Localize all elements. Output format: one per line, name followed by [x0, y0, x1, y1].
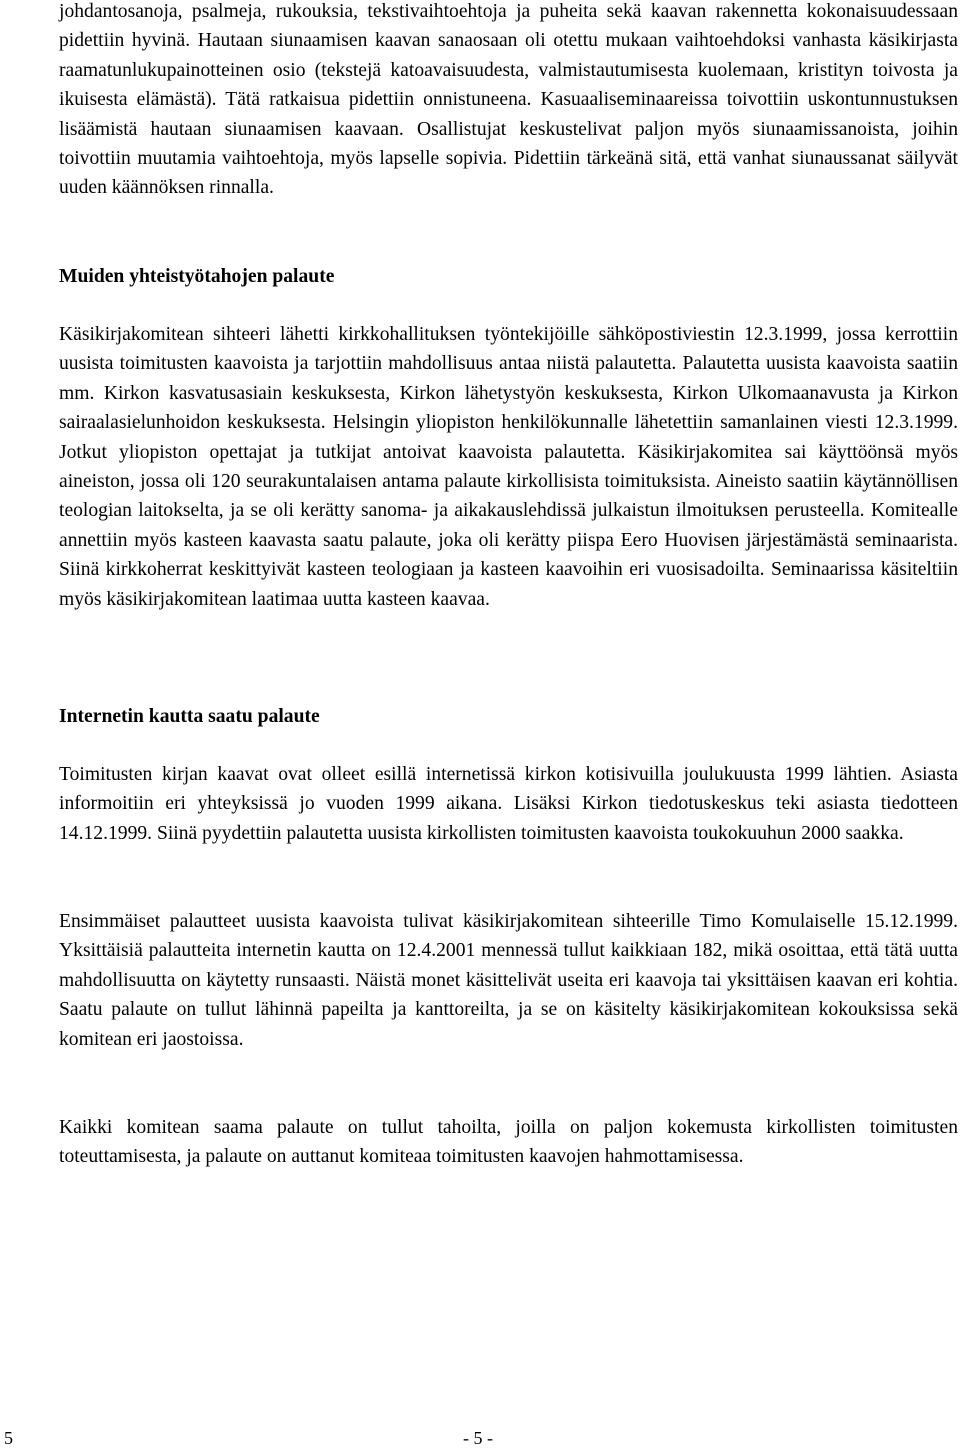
section-heading-partners: Muiden yhteistyötahojen palaute: [59, 266, 335, 287]
paragraph-partners: Käsikirjakomitean sihteeri lähetti kirkkohallituksen työntekijöille sähköpostiviestin 12.3.1999, jossa kerrottiin uusista toimitusten kaavoista ja tarjottiin mahdollisuus antaa niistä palautetta. Palautetta uusista kaavoista saatiin mm. Kirkon kasvatusasiain keskuksesta, Kirkon lähetystyön keskuksesta, Kirkon Ulkomaanavusta ja Kirkon sairaalasielunhoidon keskuksesta. Helsingin yliopiston henkilökunnalle lähetettiin samanlainen viesti 12.3.1999. Jotkut yliopiston opettajat ja tutkijat antoivat kaavoista palautetta. Käsikirjakomitea sai käyttöönsä myös aineiston, jossa oli 120 seurakuntalaisen antama palaute kirkollisista toimituksista. Aineisto saatiin käytännöllisen teologian laitokselta, ja se oli kerätty sanoma- ja aikakauslehdissä julkaistun ilmoituksen perusteella. Komitealle annettiin myös kasteen kaavasta saatu palaute, joka oli kerätty piispa Eero Huovisen järjestämästä seminaarista. Siinä kirkkoherrat keskittyivät kasteen teologiaan ja kasteen kaavoihin eri vuosisadoilta. Seminaarissa käsiteltiin myös käsikirjakomitean laatimaa uutta kasteen kaavaa.: [59, 324, 958, 610]
section-heading-internet: Internetin kautta saatu palaute: [59, 706, 320, 727]
paragraph-internet-1: Toimitusten kirjan kaavat ovat olleet esillä internetissä kirkon kotisivuilla joulukuusta 1999 lähtien. Asiasta informoitiin eri yhteyksissä jo vuoden 1999 aikana. Lisäksi Kirkon tiedotuskeskus teki asiasta tiedotteen 14.12.1999. Siinä pyydettiin palautetta uusista kirkollisten toimitusten kaavoista toukokuuhun 2000 saakka.: [59, 764, 958, 844]
paragraph-internet-2: Ensimmäiset palautteet uusista kaavoista tulivat käsikirjakomitean sihteerille Timo Komulaiselle 15.12.1999. Yksittäisiä palautteita internetin kautta on 12.4.2001 mennessä tullut kaikkiaan 182, mikä osoittaa, että tätä uutta mahdollisuutta on käytetty runsaasti. Näistä monet käsittelivät useita eri kaavoja tai yksittäisen kaavan eri kohtia. Saatu palaute on tullut lähinnä papeilta ja kanttoreilta, ja se on käsitelty käsikirjakomitean kokouksissa sekä komitean eri jaostoissa.: [59, 911, 958, 1050]
intro-paragraph: johdantosanoja, psalmeja, rukouksia, tekstivaihtoehtoja ja puheita sekä kaavan rakennetta kokonaisuudessaan pidettiin hyvinä. Hautaan siunaamisen kaavan sanaosaan oli otettu mukaan vaihtoehdoksi vanhasta käsikirjasta raamatunlukupainotteinen osio (tekstejä katoavaisuudesta, valmistautumisesta kuolemaan, kristityn toivosta ja ikuisesta elämästä). Tätä ratkaisua pidettiin onnistuneena. Kasuaaliseminaareissa toivottiin uskontunnustuksen lisäämistä hautaan siunaamisen kaavaan. Osallistujat keskustelivat paljon myös siunaamissanoista, joihin toivottiin muutamia vaihtoehtoja, myös lapselle sopivia. Pidettiin tärkeänä sitä, että vanhat siunaussanat säilyvät uuden käännöksen rinnalla.: [59, 1, 958, 199]
paragraph-internet-3: Kaikki komitean saama palaute on tullut tahoilta, joilla on paljon kokemusta kirkollisten toimitusten toteuttamisesta, ja palaute on auttanut komiteaa toimitusten kaavojen hahmottamisessa.: [59, 1117, 958, 1168]
footer-page-number: - 5 -: [463, 1428, 493, 1448]
footer-left-number: 5: [4, 1428, 13, 1448]
